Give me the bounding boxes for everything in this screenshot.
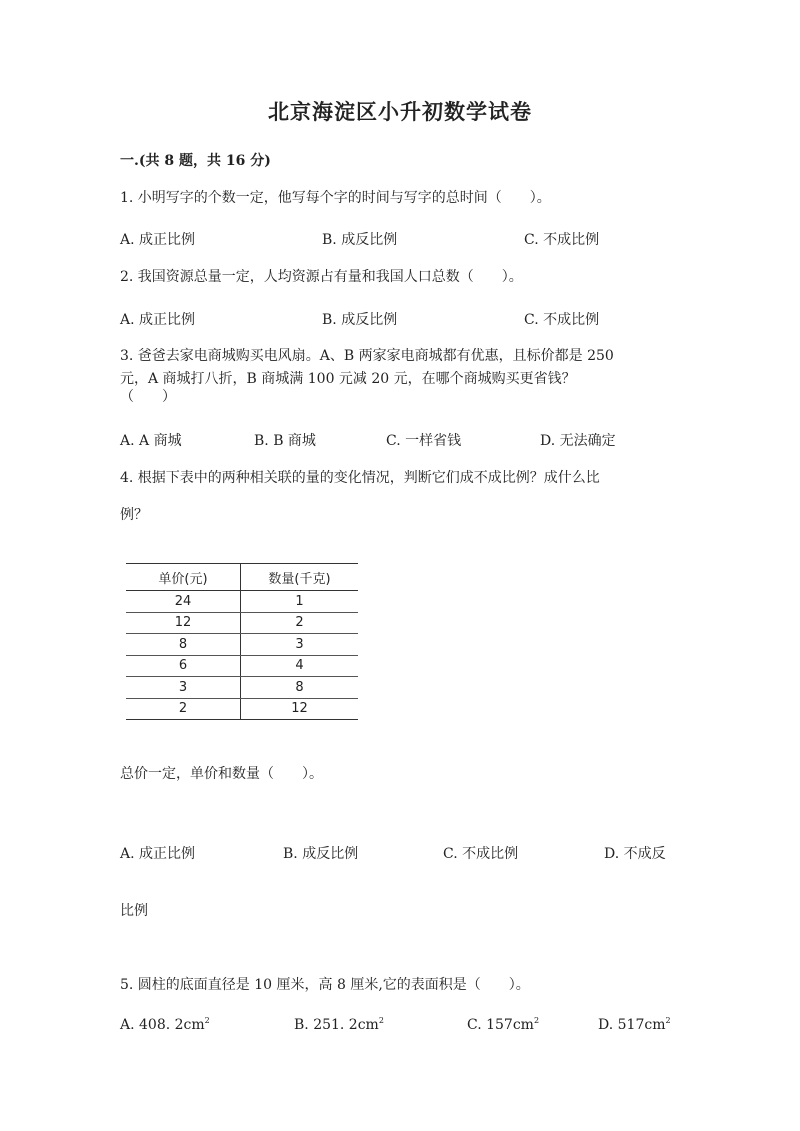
- q3-option-d: D. 无法确定: [540, 433, 616, 449]
- table-cell: 8: [126, 634, 241, 656]
- q5-option-b: [294, 1016, 384, 1033]
- q5-option-d-text: D. 517cm: [598, 1017, 666, 1033]
- q2-option-a: A. 成正比例: [120, 312, 196, 328]
- table-cell: 2: [241, 612, 359, 634]
- q1-option-b: B. 成反比例: [322, 232, 398, 248]
- question-1-stem: 1. 小明写字的个数一定，他写每个字的时间与写字的总时间（ ）。: [120, 190, 551, 206]
- table-cell: 24: [126, 591, 241, 613]
- table-cell: 6: [126, 655, 241, 677]
- table-cell: 3: [241, 634, 359, 656]
- squared-superscript: 2: [204, 1016, 210, 1025]
- table-cell: 3: [126, 677, 241, 699]
- q3-option-c: C. 一样省钱: [386, 433, 462, 449]
- page-title: 北京海淀区小升初数学试卷: [268, 99, 532, 124]
- table-row: [126, 698, 358, 720]
- question-3-answer-blank: （ ）: [120, 389, 176, 405]
- table-cell: 12: [241, 698, 359, 720]
- question-5-stem: 5. 圆柱的底面直径是 10 厘米，高 8 厘米,它的表面积是（ ）。: [120, 977, 530, 993]
- table-cell: 1: [241, 591, 359, 613]
- q5-option-a-text: A. 408. 2cm: [120, 1017, 205, 1033]
- q1-option-c: C. 不成比例: [524, 232, 600, 248]
- q3-option-a: A. A 商城: [120, 433, 182, 449]
- question-4-sub-stem: 总价一定，单价和数量（ ）。: [120, 766, 323, 782]
- q4-option-a: A. 成正比例: [120, 846, 196, 862]
- q5-option-d: [598, 1016, 671, 1033]
- squared-superscript: 2: [378, 1016, 384, 1025]
- table-header-quantity: 数量(千克): [241, 564, 359, 591]
- table-row: [126, 677, 358, 699]
- q2-option-b: B. 成反比例: [322, 312, 398, 328]
- table-cell: 12: [126, 612, 241, 634]
- q5-option-c-text: C. 157cm: [467, 1017, 534, 1033]
- q5-option-a: [120, 1016, 210, 1033]
- squared-superscript: 2: [533, 1016, 540, 1025]
- squared-superscript: 2: [665, 1016, 671, 1025]
- table-cell: 8: [241, 677, 359, 699]
- q5-option-b-text: B. 251. 2cm: [294, 1017, 379, 1033]
- q5-option-c: [467, 1016, 539, 1033]
- table-cell: 4: [241, 655, 359, 677]
- question-4-stem-line-2: 例？: [120, 507, 148, 523]
- question-4-stem-line-1: 4. 根据下表中的两种相关联的量的变化情况，判断它们成不成比例？成什么比: [120, 470, 600, 486]
- question-3-stem-line-2: 元，A 商城打八折，B 商城满 100 元减 20 元，在哪个商城购买更省钱？: [120, 371, 576, 387]
- price-quantity-table: [126, 563, 358, 720]
- table-row: [126, 634, 358, 656]
- table-row: [126, 591, 358, 613]
- q2-option-c: C. 不成比例: [524, 312, 600, 328]
- q3-option-b: B. B 商城: [254, 433, 316, 449]
- table-header-unit-price: 单价(元): [126, 564, 241, 591]
- section-header: 一.(共 8 题，共 16 分): [120, 153, 271, 169]
- table-row: [126, 655, 358, 677]
- table-row: [126, 612, 358, 634]
- q4-option-c: C. 不成比例: [443, 846, 519, 862]
- q4-option-d: D. 不成反: [604, 846, 666, 862]
- table-cell: 2: [126, 698, 241, 720]
- q1-option-a: A. 成正比例: [120, 232, 196, 248]
- question-3-stem-line-1: 3. 爸爸去家电商城购买电风扇。A、B 两家家电商城都有优惠，且标价都是 250: [120, 348, 614, 364]
- q4-option-d-continued: 比例: [120, 903, 148, 919]
- q4-option-b: B. 成反比例: [283, 846, 359, 862]
- question-2-stem: 2. 我国资源总量一定，人均资源占有量和我国人口总数（ ）。: [120, 269, 523, 285]
